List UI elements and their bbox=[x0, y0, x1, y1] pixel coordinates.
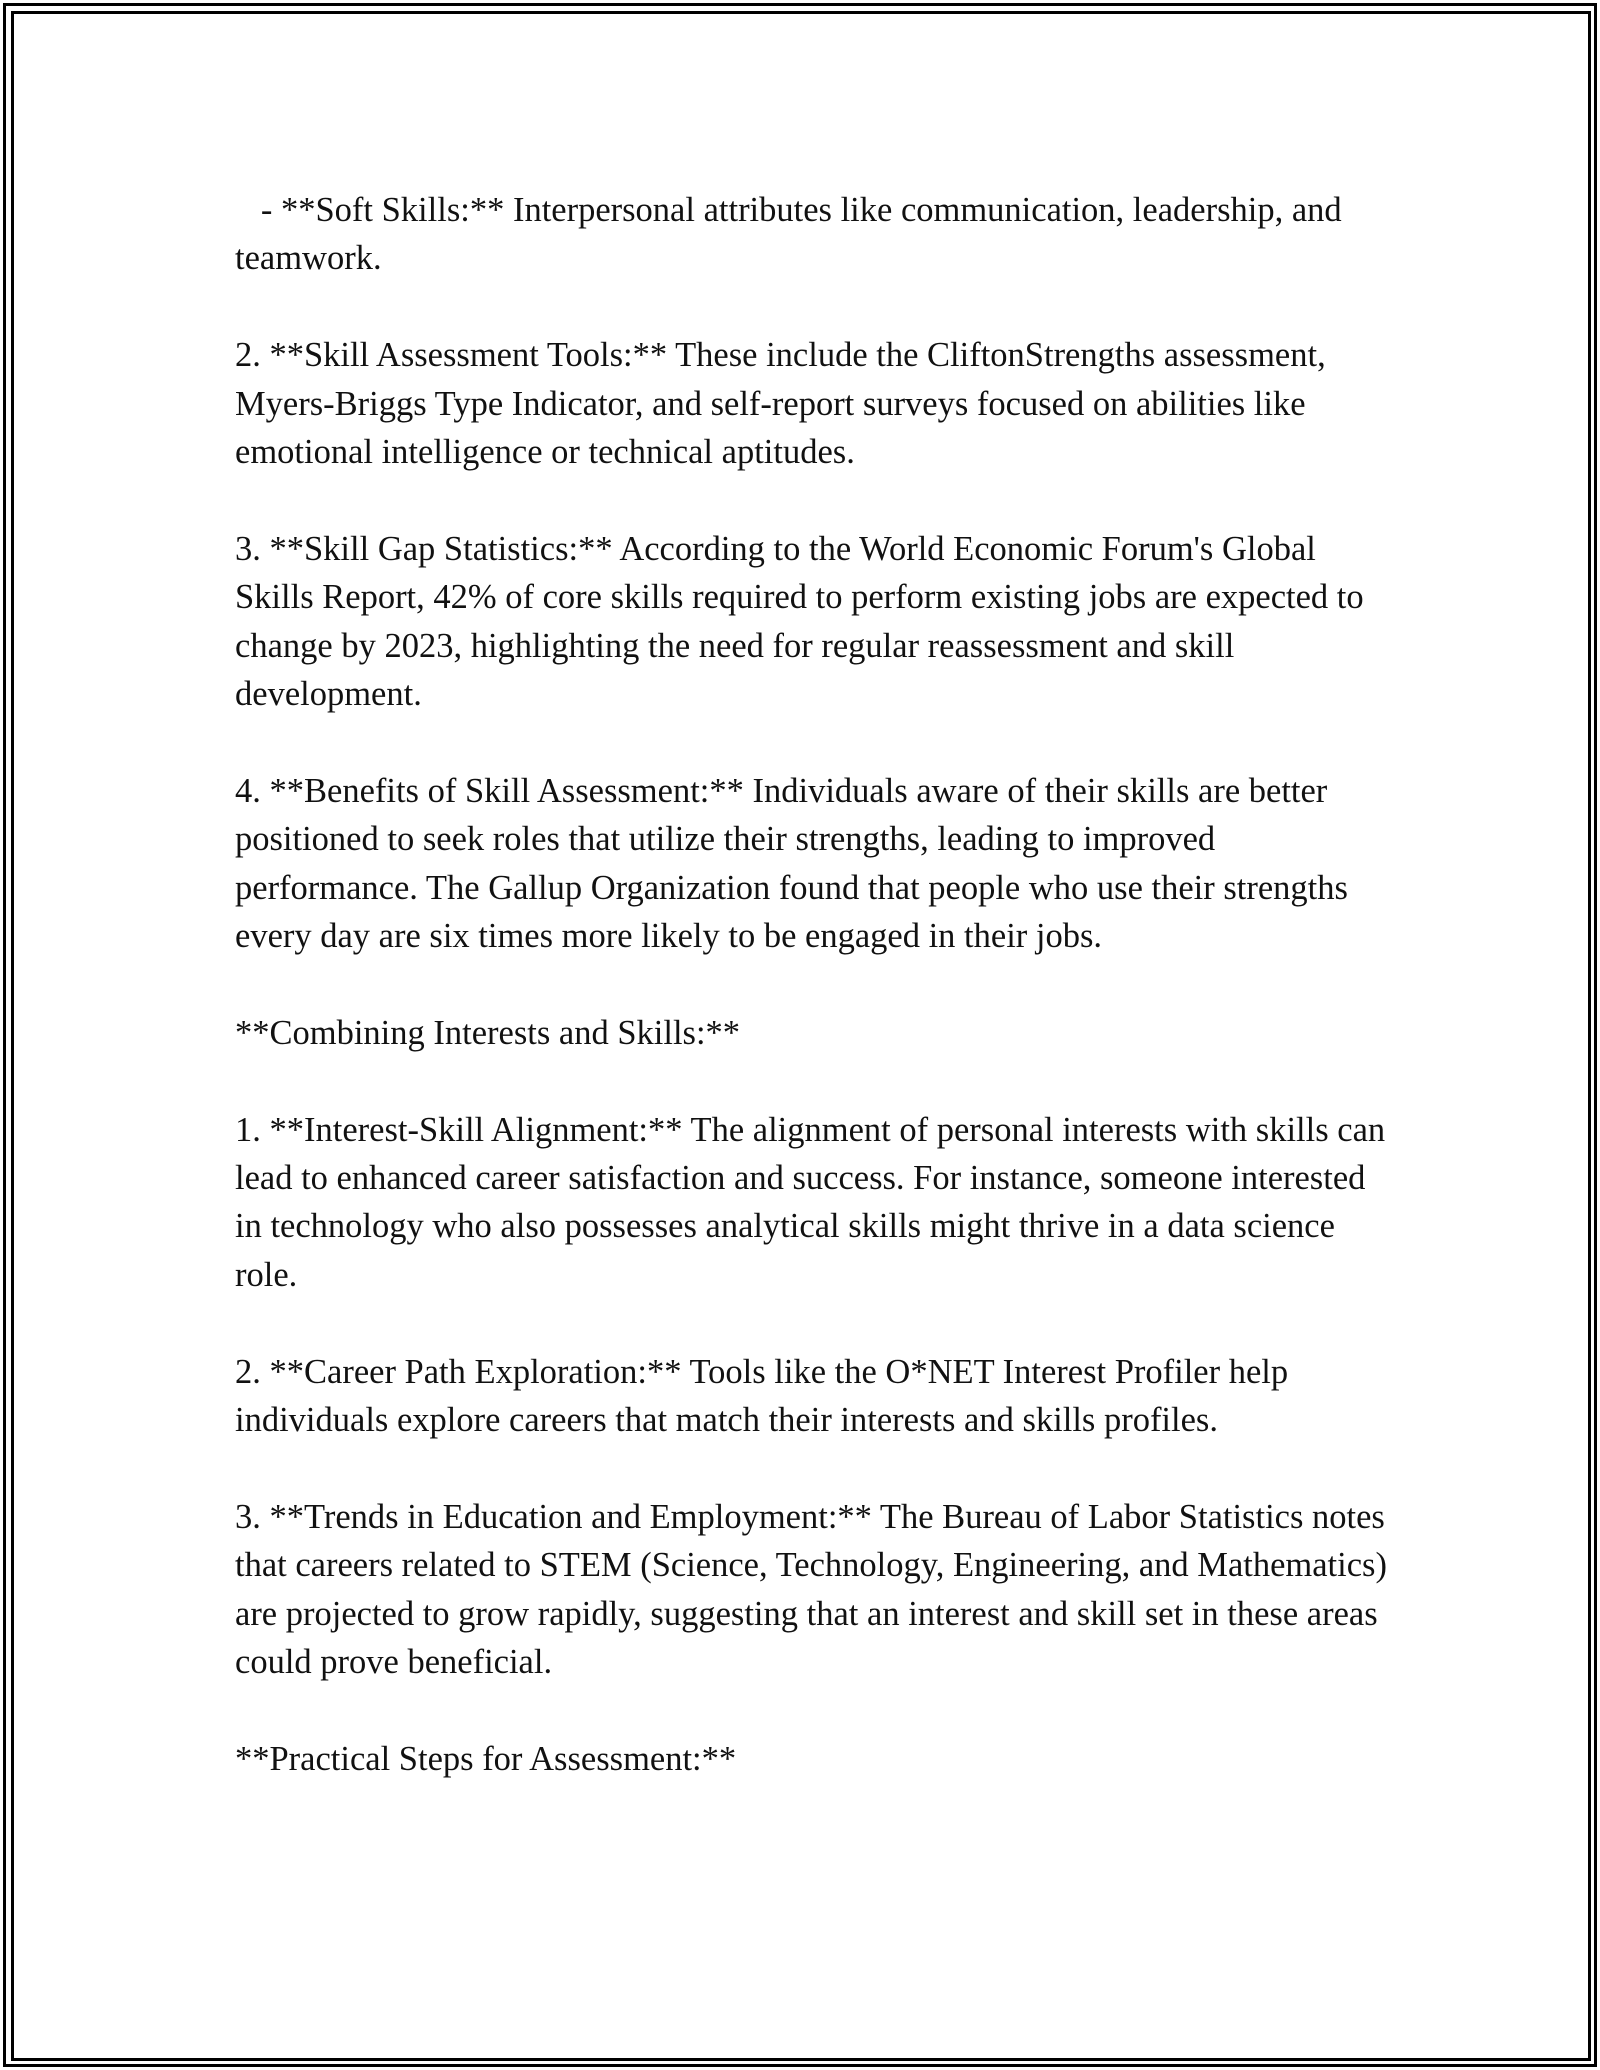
paragraph-interest-skill-alignment: 1. **Interest-Skill Alignment:** The alignment of personal interests with skills can lead to enhanced career satisfaction and success. For instance, someone interested in technology who also possesses analytical skills might thrive in a data science role. bbox=[235, 1110, 1394, 1294]
paragraph-career-path-exploration: 2. **Career Path Exploration:** Tools like the O*NET Interest Profiler help individuals explore careers that match their interests and skills profiles. bbox=[235, 1352, 1297, 1440]
heading-combining-interests-and-skills: **Combining Interests and Skills:** bbox=[235, 1013, 741, 1052]
paragraph-benefits-of-skill-assessment: 4. **Benefits of Skill Assessment:** Individuals aware of their skills are better positioned to seek roles that utilize their strengths, leading to improved performance. The Gallup Organization found that people who use their strengths every day are six times more likely to be engaged in their jobs. bbox=[235, 771, 1357, 956]
paragraph-skill-gap-statistics: 3. **Skill Gap Statistics:** According to the World Economic Forum's Global Skills Report, 42% of core skills required to perform existing jobs are expected to change by 2023, highlighting the need for regular reassessment and skill development. bbox=[235, 529, 1373, 714]
paragraph-soft-skills: - **Soft Skills:** Interpersonal attributes like communication, leadership, and teamwork. bbox=[235, 191, 1351, 278]
paragraph-trends-in-education: 3. **Trends in Education and Employment:** The Bureau of Labor Statistics notes that careers related to STEM (Science, Technology, Engineering, and Mathematics) are projected to grow rapidly, suggesting that an interest and skill set in these areas could prove beneficial. bbox=[235, 1497, 1396, 1682]
paragraph-skill-assessment-tools: 2. **Skill Assessment Tools:** These include the CliftonStrengths assessment, Myers-Briggs Type Indicator, and self-report surveys focused on abilities like emotional intelligence or technical aptitudes. bbox=[235, 336, 1335, 472]
document-body bbox=[235, 186, 1395, 1832]
heading-practical-steps: **Practical Steps for Assessment:** bbox=[235, 1739, 737, 1778]
